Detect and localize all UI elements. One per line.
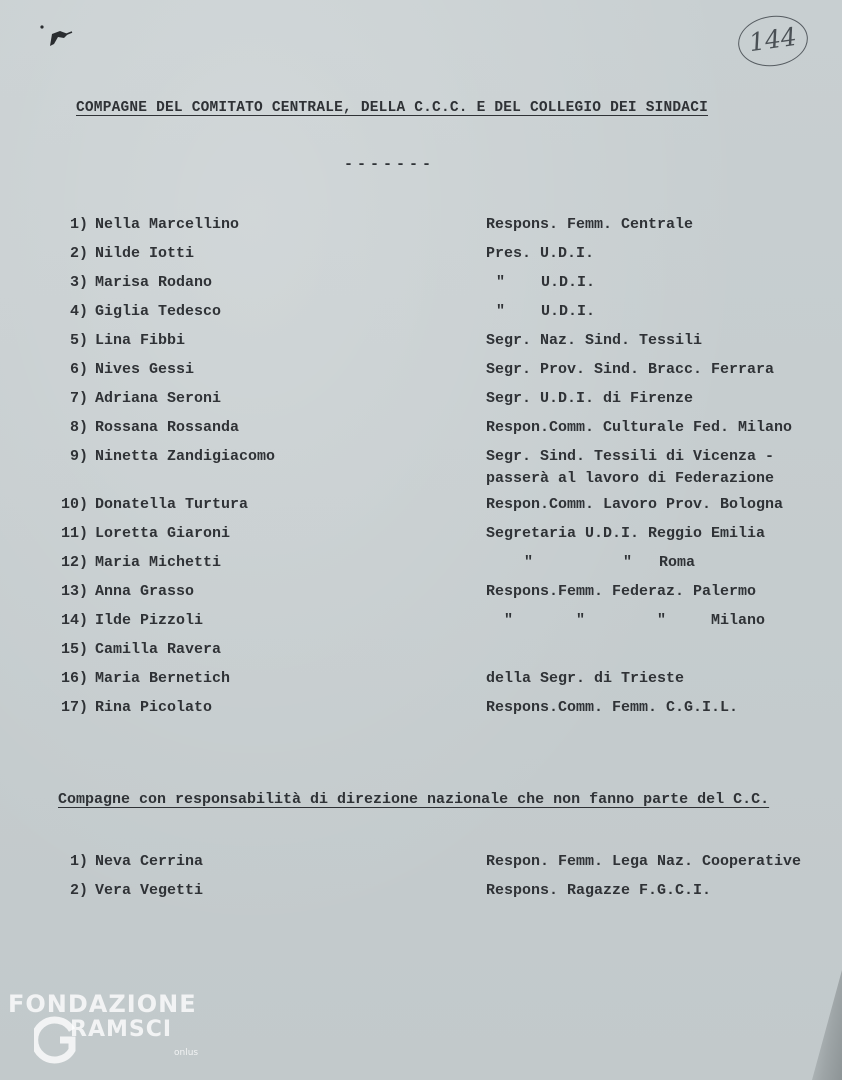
member-role: Segr. Naz. Sind. Tessili xyxy=(486,332,703,349)
member-role: della Segr. di Trieste xyxy=(486,670,685,687)
member-name: Giglia Tedesco xyxy=(95,303,222,320)
item-number: 1) xyxy=(69,853,88,870)
member-name: Adriana Seroni xyxy=(95,390,222,407)
member-role: Respons.Comm. Femm. C.G.I.L. xyxy=(486,699,739,716)
item-number: 9) xyxy=(69,448,88,465)
member-name: Anna Grasso xyxy=(95,583,195,600)
member-name: Neva Cerrina xyxy=(95,853,204,870)
item-number: 5) xyxy=(69,332,88,349)
item-number: 16) xyxy=(60,670,88,687)
member-role: " " " Milano xyxy=(486,612,766,629)
page-corner-fold xyxy=(812,970,842,1080)
section-heading: Compagne con responsabilità di direzione nazionale che non fanno parte del C.C. xyxy=(58,791,770,808)
member-name: Nilde Iotti xyxy=(95,245,195,262)
member-role: " U.D.I. xyxy=(496,303,596,320)
member-role: Segr. U.D.I. di Firenze xyxy=(486,390,694,407)
member-name: Maria Michetti xyxy=(95,554,222,571)
member-name: Maria Bernetich xyxy=(95,670,231,687)
member-role: Respons. Femm. Centrale xyxy=(486,216,694,233)
item-number: 7) xyxy=(69,390,88,407)
item-number: 4) xyxy=(69,303,88,320)
item-number: 11) xyxy=(60,525,88,542)
item-number: 2) xyxy=(69,245,88,262)
member-role: Respon.Comm. Lavoro Prov. Bologna xyxy=(486,496,784,513)
item-number: 3) xyxy=(69,274,88,291)
member-role: Segr. Sind. Tessili di Vicenza - passerà al lavoro di Federazione xyxy=(486,448,775,487)
member-name: Loretta Giaroni xyxy=(95,525,231,542)
page-title: COMPAGNE DEL COMITATO CENTRALE, DELLA C.C.C. E DEL COLLEGIO DEI SINDACI xyxy=(76,100,709,116)
member-role: Segr. Prov. Sind. Bracc. Ferrara xyxy=(486,361,775,378)
member-name: Camilla Ravera xyxy=(95,641,222,658)
member-name: Rossana Rossanda xyxy=(95,419,240,436)
item-number: 14) xyxy=(60,612,88,629)
item-number: 12) xyxy=(60,554,88,571)
member-name: Ilde Pizzoli xyxy=(95,612,204,629)
member-role: Respons. Ragazze F.G.C.I. xyxy=(486,882,712,899)
member-role: Respon. Femm. Lega Naz. Cooperative xyxy=(486,853,802,870)
watermark-line1: FONDAZIONE xyxy=(8,990,197,1018)
ink-smudge-icon xyxy=(38,22,78,52)
member-name: Marisa Rodano xyxy=(95,274,213,291)
member-name: Nives Gessi xyxy=(95,361,195,378)
member-name: Donatella Turtura xyxy=(95,496,249,513)
member-role: " " Roma xyxy=(506,554,696,571)
watermark-line2: RAMSCI xyxy=(70,1017,173,1042)
item-number: 13) xyxy=(60,583,88,600)
member-role: " U.D.I. xyxy=(496,274,596,291)
item-number: 2) xyxy=(69,882,88,899)
item-number: 1) xyxy=(69,216,88,233)
item-number: 8) xyxy=(69,419,88,436)
item-number: 6) xyxy=(69,361,88,378)
member-role: Segretaria U.D.I. Reggio Emilia xyxy=(486,525,766,542)
member-name: Ninetta Zandigiacomo xyxy=(95,448,276,465)
member-name: Nella Marcellino xyxy=(95,216,240,233)
member-role: Respon.Comm. Culturale Fed. Milano xyxy=(486,419,793,436)
separator: ------- xyxy=(344,156,436,173)
member-role: Pres. U.D.I. xyxy=(486,245,595,262)
item-number: 10) xyxy=(60,496,88,513)
watermark-line3: onlus xyxy=(174,1048,199,1058)
member-name: Lina Fibbi xyxy=(95,332,186,349)
member-role: Respons.Femm. Federaz. Palermo xyxy=(486,583,757,600)
item-number: 17) xyxy=(60,699,88,716)
page-number: 144 xyxy=(735,11,811,70)
item-number: 15) xyxy=(60,641,88,658)
watermark-logo xyxy=(8,990,218,1075)
member-name: Vera Vegetti xyxy=(95,882,204,899)
member-name: Rina Picolato xyxy=(95,699,213,716)
